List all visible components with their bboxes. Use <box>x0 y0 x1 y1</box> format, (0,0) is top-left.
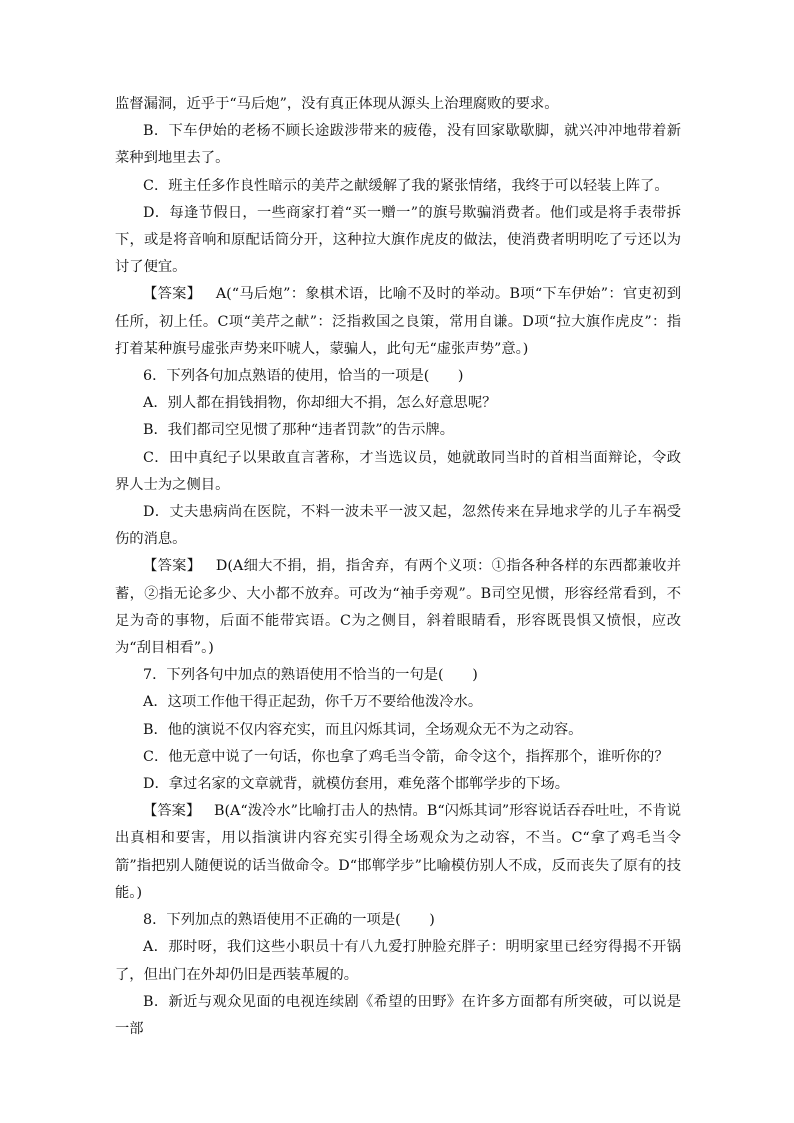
question-7-stem: 7．下列各句中加点的熟语使用不恰当的一句是( ) <box>143 667 478 684</box>
answer-label: 【答案】 <box>143 558 202 575</box>
answer-text: D(A细大不捐，捐，指舍弃，有两个义项：①指各种各样的东西都兼收并蓄，②指无论多少、大小都不放弃。可改为“袖手旁观”。B司空见惯，形容经常看到，不足为奇的事物，后面不能带宾语。C为之侧目，斜着眼睛看，形容既畏惧又愤恨，应改为“刮目相看”。) <box>115 558 682 657</box>
document-page <box>115 91 681 1043</box>
question-5-option-a-continued: 监督漏洞，近乎于“马后炮”，没有真正体现从源头上治理腐败的要求。 <box>115 96 559 112</box>
question-6-answer <box>115 553 681 662</box>
question-7-option-d: D．拿过名家的文章就背，就模仿套用，难免落个邯郸学步的下场。 <box>143 776 570 793</box>
question-8-option-b: B．新近与观众见面的电视连续剧《希望的田野》在许多方面都有所突破，可以说是一部 <box>115 993 681 1037</box>
answer-label: 【答案】 <box>143 803 201 820</box>
question-6-option-a: A．别人都在捐钱捐物，你却细大不捐，怎么好意思呢？ <box>143 395 497 412</box>
question-5-answer <box>115 281 681 363</box>
question-6-stem: 6．下列各句加点熟语的使用，恰当的一项是( ) <box>143 368 464 385</box>
question-5-option-d: D．每逢节假日，一些商家打着“买一赠一”的旗号欺骗消费者。他们或是将手表带拆下，或是将音响和原配话筒分开，这种拉大旗作虎皮的做法，使消费者明明吃了亏还以为讨了便宜。 <box>115 204 681 276</box>
question-6-option-b: B．我们都司空见惯了那种“违者罚款”的告示牌。 <box>143 422 455 439</box>
question-5-option-c: C．班主任多作良性暗示的美芹之献缓解了我的紧张情绪，我终于可以轻装上阵了。 <box>143 177 669 194</box>
question-8-option-a: A．那时呀，我们这些小职员十有八九爱打肿脸充胖子：明明家里已经穷得揭不开锅了，但出门在外却仍旧是西装革履的。 <box>115 939 681 983</box>
question-7-option-a: A．这项工作他干得正起劲，你千万不要给他泼冷水。 <box>143 694 483 711</box>
answer-label: 【答案】 <box>143 286 202 303</box>
answer-text: B(A“泼冷水”比喻打击人的热情。B“闪烁其词”形容说话吞吞吐吐，不肯说出真相和要害，用以指演讲内容充实引得全场观众为之动容，不当。C“拿了鸡毛当令箭”指把别人随便说的话当做命令。D“邯郸学步”比喻模仿别人不成，反而丧失了原有的技能。) <box>115 803 682 901</box>
question-7-answer <box>115 798 681 907</box>
question-5-option-b: B．下车伊始的老杨不顾长途跋涉带来的疲倦，没有回家歇歇脚，就兴冲冲地带着新菜种到地里去了。 <box>115 123 681 167</box>
question-7-option-b: B．他的演说不仅内容充实，而且闪烁其词，全场观众无不为之动容。 <box>143 721 583 738</box>
answer-text: A(“马后炮”：象棋术语，比喻不及时的举动。B项“下车伊始”：官吏初到任所，初上任。C项“美芹之献”：泛指救国之良策，常用自谦。D项“拉大旗作虎皮”：指打着某种旗号虚张声势来吓唬人，蒙骗人，此句无“虚张声势”意。) <box>115 286 681 357</box>
question-8-stem: 8．下列加点的熟语使用不正确的一项是( ) <box>143 912 435 929</box>
question-6-option-d: D．丈夫患病尚在医院，不料一波未平一波又起，忽然传来在异地求学的儿子车祸受伤的消息。 <box>115 504 681 548</box>
question-7-option-c: C．他无意中说了一句话，你也拿了鸡毛当令箭，命令这个，指挥那个，谁听你的？ <box>143 748 669 765</box>
question-6-option-c: C．田中真纪子以果敢直言著称，才当选议员，她就敢同当时的首相当面辩论，令政界人士为之侧目。 <box>115 449 681 493</box>
